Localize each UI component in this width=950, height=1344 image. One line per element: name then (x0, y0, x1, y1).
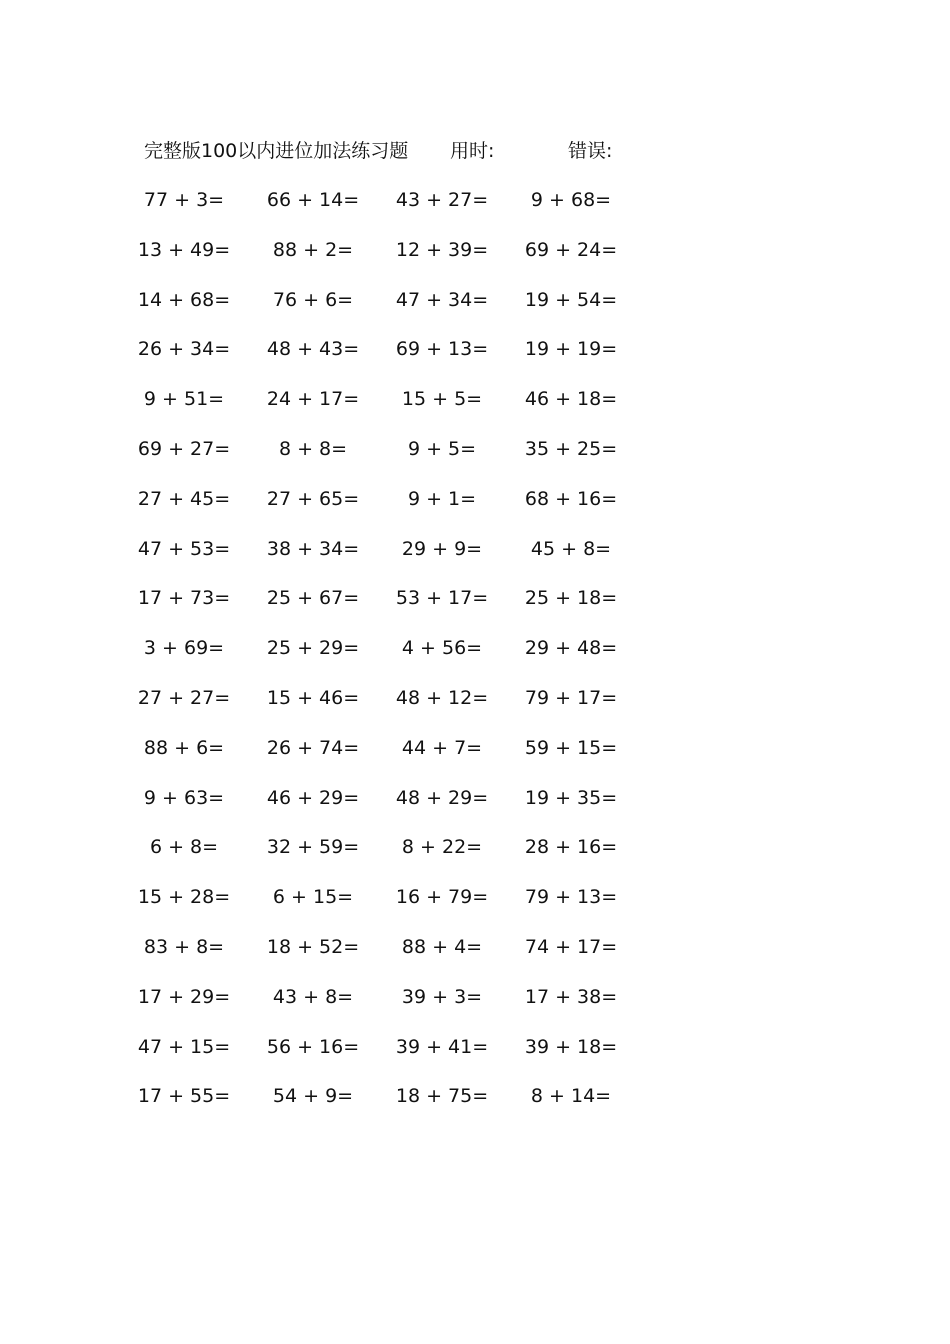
addition-problem: 17 + 55= (137, 1085, 231, 1108)
addition-problem: 13 + 49= (137, 238, 231, 261)
problem-row (137, 336, 644, 386)
addition-problem: 18 + 52= (266, 935, 360, 958)
addition-problem: 76 + 6= (272, 288, 354, 311)
problem-row (137, 884, 644, 934)
addition-problem: 27 + 45= (137, 487, 231, 510)
addition-problem: 9 + 51= (143, 388, 225, 411)
problem-row (137, 237, 644, 287)
worksheet-header (144, 137, 644, 165)
addition-problem: 32 + 59= (266, 836, 360, 859)
addition-problem: 68 + 16= (524, 487, 618, 510)
addition-problem: 18 + 75= (395, 1085, 489, 1108)
addition-problem: 25 + 18= (524, 587, 618, 610)
problem-row (137, 984, 644, 1034)
addition-problem: 29 + 48= (524, 637, 618, 660)
problem-row (137, 685, 644, 735)
addition-problem: 79 + 17= (524, 686, 618, 709)
problem-row (144, 735, 644, 785)
addition-problem: 48 + 43= (266, 338, 360, 361)
addition-problem: 19 + 54= (524, 288, 618, 311)
addition-problem: 47 + 53= (137, 537, 231, 560)
addition-problem: 24 + 17= (266, 388, 360, 411)
addition-problem: 79 + 13= (524, 886, 618, 909)
problem-row (137, 1083, 644, 1133)
addition-problem: 17 + 73= (137, 587, 231, 610)
addition-problem: 27 + 27= (137, 686, 231, 709)
problem-row (144, 187, 644, 237)
problem-row (137, 585, 644, 635)
addition-problem: 26 + 34= (137, 338, 231, 361)
addition-problem: 77 + 3= (143, 189, 225, 211)
addition-problem: 28 + 16= (524, 836, 618, 859)
addition-problem: 9 + 68= (530, 189, 612, 211)
addition-problem: 6 + 15= (272, 886, 354, 909)
addition-problem: 69 + 27= (137, 437, 231, 460)
addition-problem: 74 + 17= (524, 935, 618, 958)
addition-problem: 8 + 14= (530, 1085, 612, 1108)
addition-problem: 19 + 35= (524, 786, 618, 809)
problem-row (137, 287, 644, 337)
addition-problem: 8 + 8= (278, 437, 348, 460)
addition-problem: 43 + 8= (272, 985, 354, 1008)
errors-label: 错误: (568, 140, 613, 162)
time-used-label: 用时: (450, 140, 495, 162)
addition-problem: 83 + 8= (143, 935, 225, 958)
addition-problem: 9 + 5= (407, 437, 477, 460)
addition-problem: 27 + 65= (266, 487, 360, 510)
addition-problem: 43 + 27= (395, 189, 489, 211)
addition-problem: 26 + 74= (266, 736, 360, 759)
addition-problem: 29 + 9= (401, 537, 483, 560)
addition-problem: 47 + 34= (395, 288, 489, 311)
addition-problem: 17 + 38= (524, 985, 618, 1008)
addition-problem: 17 + 29= (137, 985, 231, 1008)
problem-row (144, 635, 644, 685)
addition-problem: 4 + 56= (401, 637, 483, 660)
addition-problem: 46 + 29= (266, 786, 360, 809)
addition-problem: 48 + 29= (395, 786, 489, 809)
addition-problem: 14 + 68= (137, 288, 231, 311)
addition-problem: 15 + 28= (137, 886, 231, 909)
addition-problem: 3 + 69= (143, 637, 225, 660)
addition-problem: 25 + 29= (266, 637, 360, 660)
addition-problem: 15 + 5= (401, 388, 483, 411)
addition-problem: 38 + 34= (266, 537, 360, 560)
addition-problem: 66 + 14= (266, 189, 360, 211)
problem-row (144, 785, 644, 835)
problem-row (137, 486, 644, 536)
addition-problem: 69 + 24= (524, 238, 618, 261)
addition-problem: 59 + 15= (524, 736, 618, 759)
addition-problem: 8 + 22= (401, 836, 483, 859)
addition-problem: 9 + 1= (407, 487, 477, 510)
addition-problem: 9 + 63= (143, 786, 225, 809)
addition-problem: 47 + 15= (137, 1035, 231, 1058)
addition-problem: 15 + 46= (266, 686, 360, 709)
addition-problem: 25 + 67= (266, 587, 360, 610)
problem-row (137, 436, 644, 486)
addition-problem: 88 + 2= (272, 238, 354, 261)
problem-row (144, 386, 644, 436)
problem-row (137, 536, 644, 586)
addition-problem: 88 + 6= (143, 736, 225, 759)
problem-row (137, 1034, 644, 1084)
addition-problem: 54 + 9= (272, 1085, 354, 1108)
worksheet-title: 完整版100以内进位加法练习题 (144, 140, 409, 162)
addition-problem: 44 + 7= (401, 736, 483, 759)
addition-problem: 56 + 16= (266, 1035, 360, 1058)
addition-problem: 16 + 79= (395, 886, 489, 909)
addition-problem: 39 + 3= (401, 985, 483, 1008)
addition-problem: 39 + 41= (395, 1035, 489, 1058)
problem-row (144, 934, 644, 984)
addition-problem: 6 + 8= (149, 836, 219, 859)
problem-grid (137, 187, 644, 1133)
addition-problem: 46 + 18= (524, 388, 618, 411)
addition-problem: 69 + 13= (395, 338, 489, 361)
addition-problem: 39 + 18= (524, 1035, 618, 1058)
addition-problem: 53 + 17= (395, 587, 489, 610)
addition-problem: 88 + 4= (401, 935, 483, 958)
addition-problem: 48 + 12= (395, 686, 489, 709)
addition-problem: 19 + 19= (524, 338, 618, 361)
addition-problem: 35 + 25= (524, 437, 618, 460)
addition-problem: 12 + 39= (395, 238, 489, 261)
problem-row (144, 834, 644, 884)
addition-problem: 45 + 8= (530, 537, 612, 560)
